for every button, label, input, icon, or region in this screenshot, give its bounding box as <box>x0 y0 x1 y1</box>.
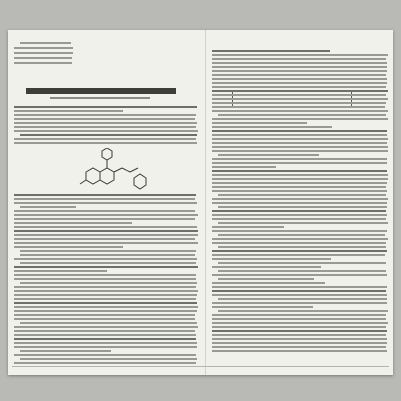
header-text-line <box>14 47 73 49</box>
body-text-line <box>212 242 386 244</box>
body-lower-text-line <box>14 362 196 364</box>
body-upper-text-line <box>14 118 195 120</box>
body-lower-text-line <box>14 314 195 316</box>
body-lower-text-line <box>14 310 197 312</box>
body-text-line <box>218 206 387 208</box>
body-text-line <box>212 102 386 104</box>
molecular-structure-icon <box>78 148 158 190</box>
body-lower-text-line <box>14 306 198 308</box>
body-text-line <box>212 138 388 140</box>
header-text-line <box>14 57 72 59</box>
body-text-line <box>218 194 386 196</box>
body-text-line <box>212 258 331 260</box>
body-text-line <box>212 198 388 200</box>
header-text-line <box>14 62 72 64</box>
body-lower-text-line <box>20 262 196 264</box>
body-lower-text-line <box>14 202 197 204</box>
body-lower-text-line <box>14 222 132 224</box>
body-text-line <box>212 94 386 96</box>
body-text-line <box>212 314 386 316</box>
body-text-line <box>212 282 325 284</box>
body-text-line <box>212 70 387 72</box>
body-lower-text-line <box>20 206 76 208</box>
body-text-line <box>212 142 387 144</box>
body-text-line <box>212 318 386 320</box>
body-text-line <box>212 254 385 256</box>
document-title <box>26 88 176 94</box>
body-text-line <box>218 262 386 264</box>
body-text-line <box>212 210 386 212</box>
body-lower-text-line <box>20 282 197 284</box>
body-lower-text-line <box>20 254 195 256</box>
body-upper-text-line <box>14 142 197 144</box>
body-lower-text-line <box>14 230 198 232</box>
body-text-line <box>212 162 387 164</box>
body-lower-text-line <box>14 214 198 216</box>
body-lower-text-line <box>14 318 195 320</box>
header-text-line <box>14 52 73 54</box>
body-lower-text-line <box>14 246 123 248</box>
body-upper-text-line <box>14 138 196 140</box>
body-lower-text-line <box>14 234 198 236</box>
body-lower-text-line <box>14 238 195 240</box>
body-text-line <box>212 178 388 180</box>
body-text-line <box>212 126 332 128</box>
body-lower-text-line <box>14 334 196 336</box>
body-upper-text-line <box>20 134 197 136</box>
body-lower-text-line <box>14 330 195 332</box>
body-text-line <box>212 326 386 328</box>
left-column <box>8 30 205 375</box>
body-text-line <box>212 158 387 160</box>
body-lower-text-line <box>14 298 196 300</box>
body-text-line <box>212 306 313 308</box>
body-text-line <box>212 218 386 220</box>
body-lower-text-line <box>14 278 196 280</box>
body-text-line <box>212 106 385 108</box>
body-text-line <box>218 278 314 280</box>
body-text-line <box>212 214 387 216</box>
body-text-line <box>212 90 388 92</box>
body-text-line <box>218 114 386 116</box>
body-text-line <box>212 130 387 132</box>
body-lower-text-line <box>14 290 198 292</box>
body-text-line <box>212 54 388 56</box>
body-text-line <box>212 346 386 348</box>
body-upper-text-line <box>14 126 196 128</box>
body-text-line <box>212 78 387 80</box>
body-text-line <box>212 122 307 124</box>
body-text-line <box>212 118 388 120</box>
body-lower-text-line <box>14 294 197 296</box>
body-text-line <box>218 298 387 300</box>
body-text-line <box>212 98 388 100</box>
body-text-line <box>212 62 387 64</box>
body-lower-text-line <box>20 358 197 360</box>
body-lower-text-line <box>14 194 196 196</box>
body-text-line <box>212 226 284 228</box>
body-lower-text-line <box>14 354 196 356</box>
body-text-line <box>218 310 388 312</box>
body-lower-text-line <box>14 266 198 268</box>
body-text-line <box>212 190 387 192</box>
body-text-line <box>212 166 276 168</box>
body-text-line <box>212 50 330 52</box>
body-text-line <box>212 334 386 336</box>
body-text-line <box>218 154 319 156</box>
leaflet-sheet <box>8 30 393 375</box>
right-column <box>206 30 393 375</box>
body-text-line <box>212 294 387 296</box>
body-lower-text-line <box>14 338 196 340</box>
body-lower-text-line <box>20 250 196 252</box>
body-upper-text-line <box>14 122 197 124</box>
body-text-line <box>212 266 321 268</box>
body-lower-text-line <box>14 326 198 328</box>
header-text-line <box>20 42 71 44</box>
body-lower-text-line <box>14 242 198 244</box>
body-lower-text-line <box>14 210 195 212</box>
body-text-line <box>218 246 386 248</box>
body-text-line <box>212 74 386 76</box>
body-text-line <box>212 342 387 344</box>
body-text-line <box>212 338 387 340</box>
body-lower-text-line <box>14 342 197 344</box>
body-lower-text-line <box>14 286 196 288</box>
body-text-line <box>212 82 387 84</box>
body-text-line <box>212 322 388 324</box>
footer-rule <box>12 366 389 367</box>
body-lower-text-line <box>14 346 197 348</box>
body-text-line <box>212 110 388 112</box>
body-lower-text-line <box>14 302 197 304</box>
body-upper-text-line <box>14 110 123 112</box>
body-text-line <box>212 182 387 184</box>
body-text-line <box>212 302 387 304</box>
body-text-line <box>218 222 388 224</box>
body-text-line <box>212 286 387 288</box>
body-text-line <box>212 230 387 232</box>
document-subtitle <box>50 97 150 99</box>
body-text-line <box>218 270 386 272</box>
body-lower-text-line <box>14 258 197 260</box>
body-text-line <box>212 150 388 152</box>
body-text-line <box>212 274 387 276</box>
body-lower-text-line <box>20 350 111 352</box>
body-lower-text-line <box>14 198 195 200</box>
body-text-line <box>212 86 386 88</box>
body-text-line <box>212 238 388 240</box>
body-text-line <box>212 66 387 68</box>
body-text-line <box>212 250 387 252</box>
body-lower-text-line <box>14 270 107 272</box>
body-text-line <box>218 234 385 236</box>
body-text-line <box>212 330 387 332</box>
body-upper-text-line <box>14 130 198 132</box>
body-text-line <box>212 170 387 172</box>
body-text-line <box>212 146 388 148</box>
body-lower-text-line <box>14 226 197 228</box>
body-lower-text-line <box>14 274 196 276</box>
body-lower-text-line <box>14 218 195 220</box>
body-upper-text-line <box>14 106 197 108</box>
body-text-line <box>212 290 386 292</box>
body-lower-text-line <box>20 322 197 324</box>
body-upper-text-line <box>14 114 196 116</box>
body-text-line <box>212 186 386 188</box>
body-text-line <box>212 58 386 60</box>
body-text-line <box>212 350 387 352</box>
body-text-line <box>212 134 387 136</box>
body-text-line <box>212 174 388 176</box>
body-text-line <box>212 202 387 204</box>
